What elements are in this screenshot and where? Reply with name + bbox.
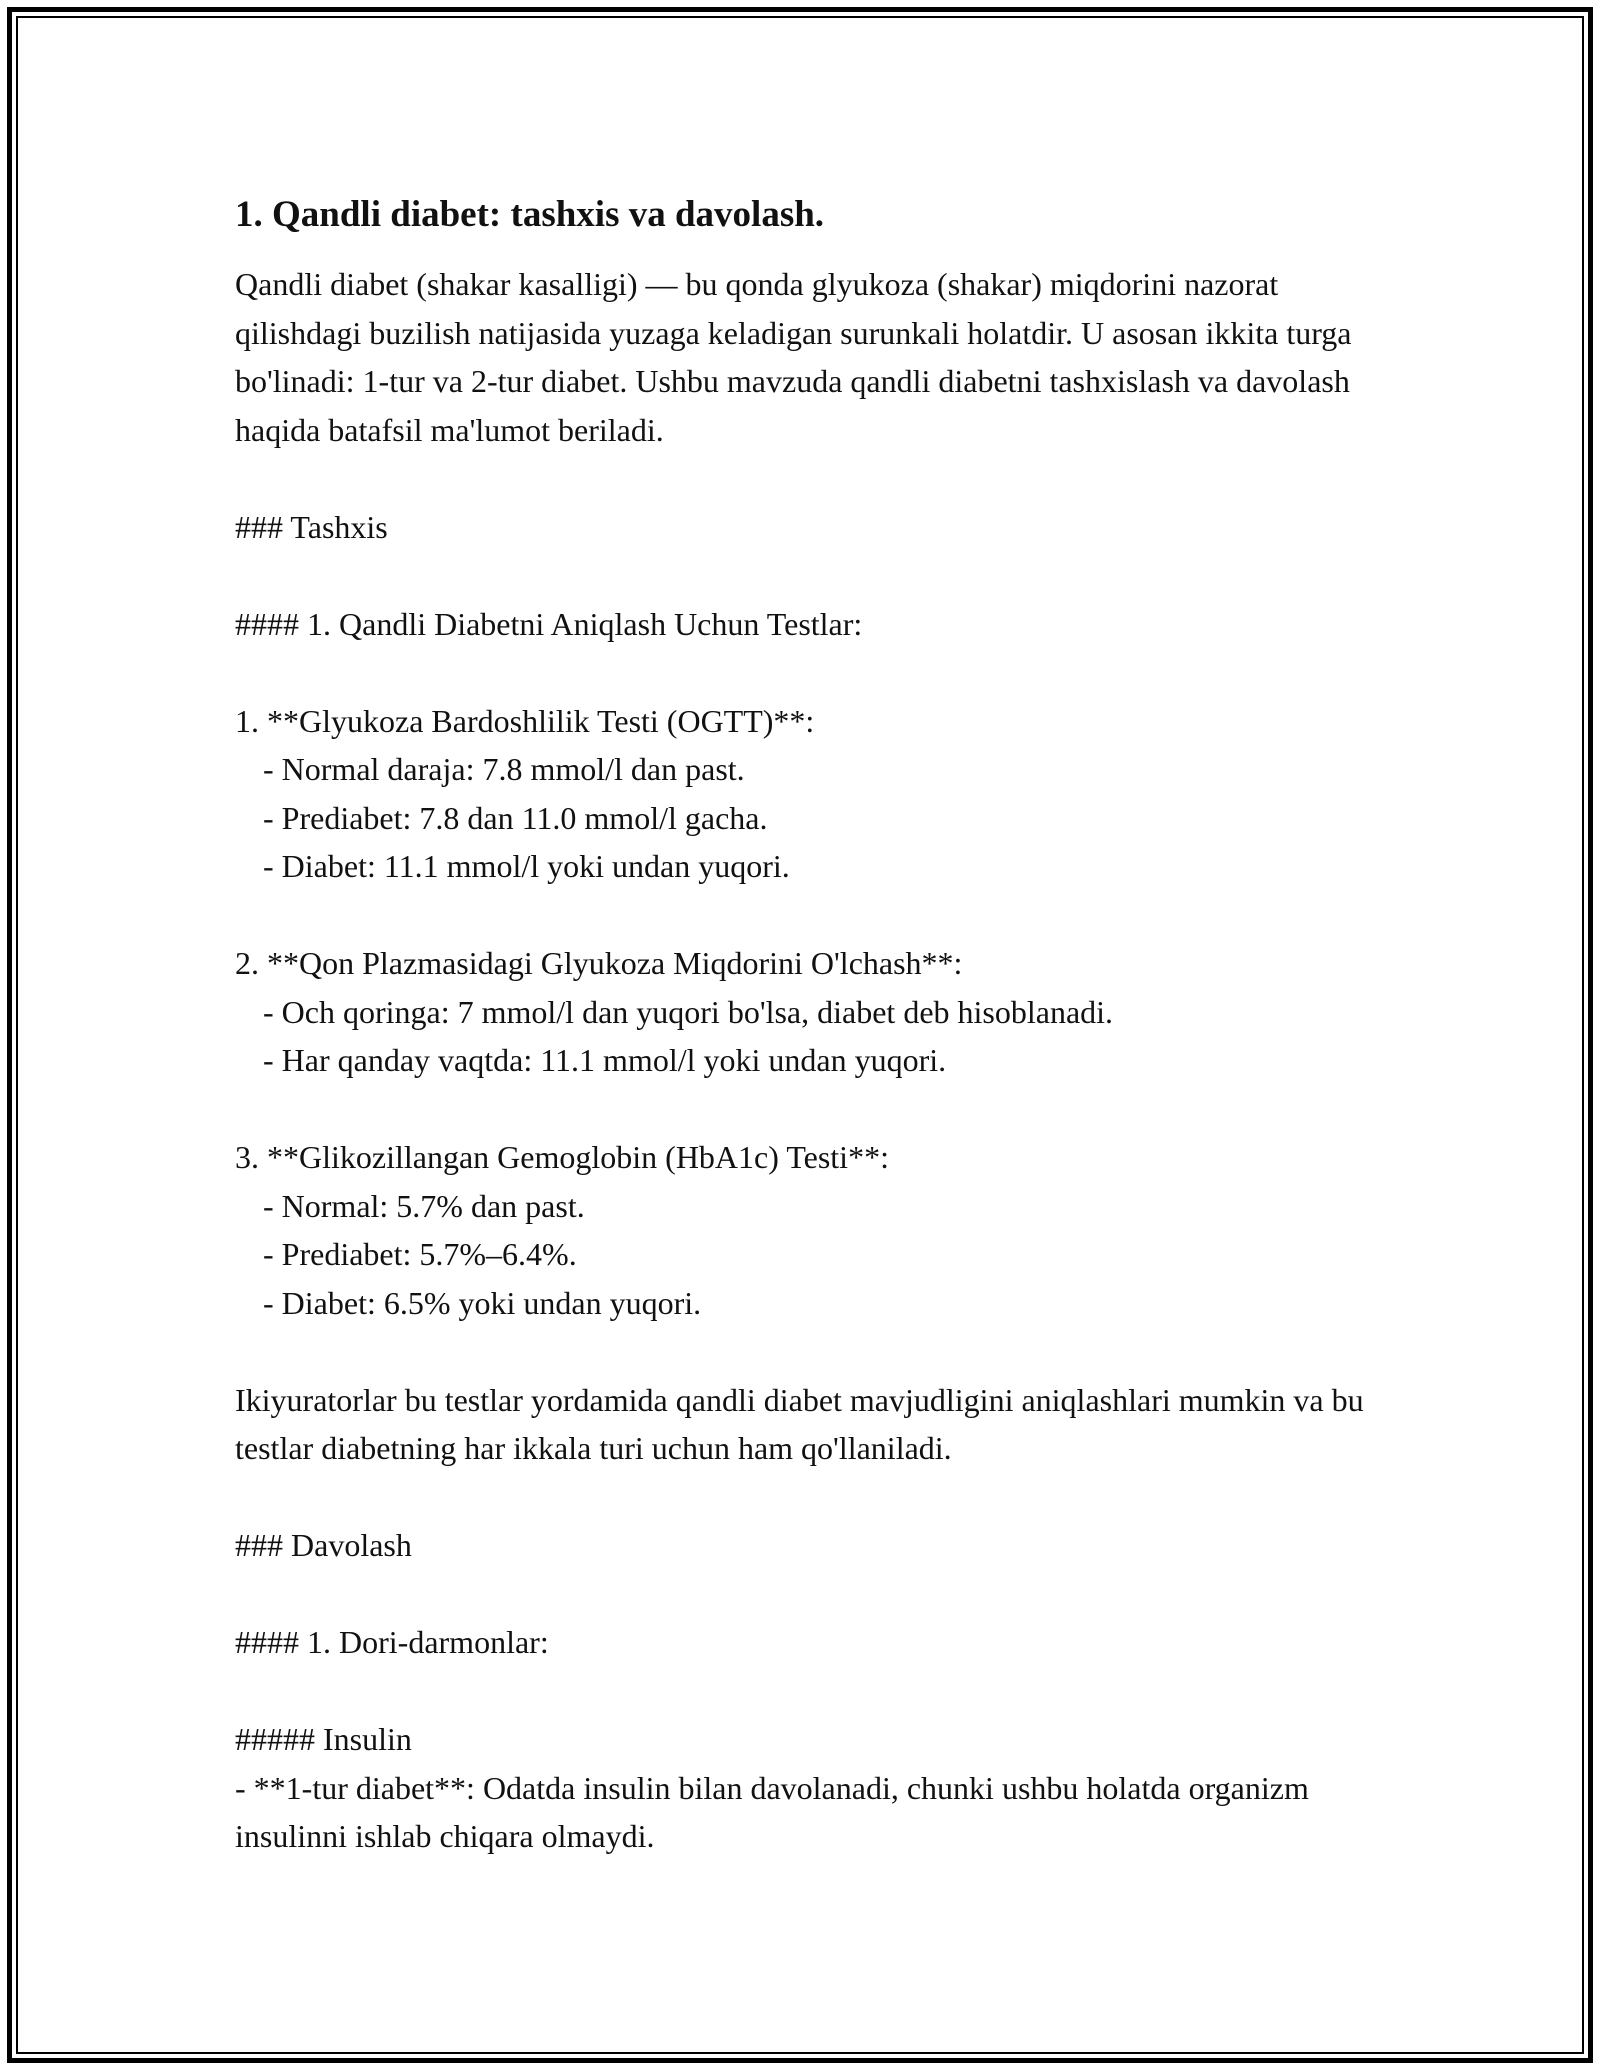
spacer (235, 1085, 1365, 1134)
subsection-heading-tests: #### 1. Qandli Diabetni Aniqlash Uchun Testlar: (235, 605, 863, 642)
test-item: - Och qoringa: 7 mmol/l dan yuqori bo'lsa, diabet deb hisoblanadi. (263, 993, 1114, 1030)
spacer (235, 551, 1365, 600)
document-title: 1. Qandli diabet: tashxis va davolash. (235, 194, 825, 235)
insulin-list-item: - **1-tur diabet**: Odatda insulin bilan davolanadi, chunki ushbu holatda organizm insulinni ishlab chiqara olmaydi. (235, 1769, 1309, 1854)
document-body (235, 188, 1365, 1861)
spacer (235, 454, 1365, 503)
test-block-hba1c (235, 1133, 1365, 1327)
section-heading-treatment: ### Davolash (235, 1527, 412, 1563)
spacer (235, 1570, 1365, 1619)
test-item: - Diabet: 11.1 mmol/l yoki undan yuqori. (263, 848, 790, 884)
test-item: - Normal daraja: 7.8 mmol/l dan past. (263, 751, 745, 787)
spacer (235, 1327, 1365, 1376)
test-item: - Normal: 5.7% dan past. (263, 1187, 585, 1224)
test-block-plasma-glucose (235, 939, 1365, 1085)
test-heading: 1. **Glyukoza Bardoshlilik Testi (OGTT)**: (235, 702, 815, 739)
test-item: - Diabet: 6.5% yoki undan yuqori. (263, 1284, 702, 1321)
test-heading: 3. **Glikozillangan Gemoglobin (HbA1c) Testi**: (235, 1139, 889, 1175)
spacer (235, 1667, 1365, 1716)
subsubsection-heading-insulin: ##### Insulin (235, 1721, 412, 1757)
spacer (235, 891, 1365, 940)
test-item: - Har qanday vaqtda: 11.1 mmol/l yoki undan yuqori. (263, 1042, 947, 1078)
test-item: - Prediabet: 5.7%–6.4%. (263, 1236, 577, 1272)
spacer (235, 648, 1365, 697)
summary-paragraph: Ikiyuratorlar bu testlar yordamida qandli diabet mavjudligini aniqlashlari mumkin va bu testlar diabetning har ikkala turi uchun ham qo'llaniladi. (235, 1381, 1364, 1466)
test-heading: 2. **Qon Plazmasidagi Glyukoza Miqdorini O'lchash**: (235, 945, 963, 981)
section-heading-diagnosis: ### Tashxis (235, 508, 388, 545)
subsection-heading-medication: #### 1. Dori-darmonlar: (235, 1624, 549, 1660)
test-block-ogtt (235, 697, 1365, 891)
test-item: - Prediabet: 7.8 dan 11.0 mmol/l gacha. (263, 799, 768, 836)
intro-paragraph: Qandli diabet (shakar kasalligi) — bu qonda glyukoza (shakar) miqdorini nazorat qilishdagi buzilish natijasida yuzaga keladigan surunkali holatdir. U asosan ikkita turga bo'linadi: 1-tur va 2-tur diabet. Ushbu mavzuda qandli diabetni tashxislash va davolash haqida batafsil ma'lumot beriladi. (235, 266, 1352, 448)
spacer (235, 1473, 1365, 1522)
